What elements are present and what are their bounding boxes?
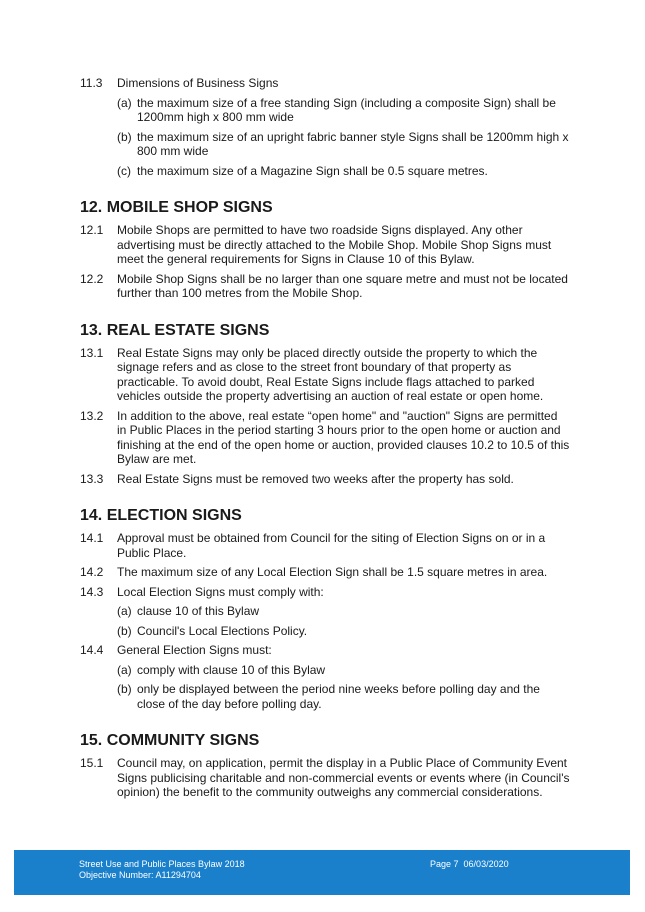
page-content [80, 76, 570, 805]
clause-number: 14.3 [80, 584, 104, 599]
clause-number: 13.3 [80, 471, 104, 486]
clause-text: The maximum size of any Local Election Sign shall be 1.5 square metres in area. [117, 565, 548, 579]
footer-title: Street Use and Public Places Bylaw 2018 [79, 859, 245, 869]
clause-text: Approval must be obtained from Council for the siting of Election Signs on or in a Public Place. [117, 531, 546, 560]
page-footer [14, 850, 630, 895]
subclause-label: (a) [117, 604, 132, 618]
footer-page-info [430, 859, 509, 870]
clause-13-1 [80, 346, 570, 404]
subclause-14-4-a [117, 663, 570, 678]
clause-text: In addition to the above, real estate “open home" and "auction" Signs are permitted in Public Places in the period starting 3 hours prior to the open home or auction and finishing at the end of the open home or auction, provided clauses 10.2 to 10.5 of this Bylaw are met. [117, 408, 570, 466]
clause-text: Real Estate Signs may only be placed directly outside the property to which the signage refers and as close to the street front boundary of that property as practicable. To avoid doubt, Real Estate Signs include flags attached to parked vehicles outside the property advertising an auction of real estate or open home. [117, 345, 544, 403]
clause-number: 14.4 [80, 643, 104, 657]
footer-page-number: Page 7 [430, 859, 459, 869]
clause-12-2 [80, 272, 570, 301]
clause-text: Dimensions of Business Signs [117, 76, 279, 90]
section-heading-community-signs: 15. COMMUNITY SIGNS [80, 732, 260, 749]
clause-number: 15.1 [80, 756, 104, 770]
subclause-label: (c) [117, 163, 131, 178]
clause-number: 11.3 [80, 76, 103, 90]
footer-date: 06/03/2020 [463, 859, 509, 869]
clause-text: Real Estate Signs must be removed two weeks after the property has sold. [117, 471, 514, 486]
subclause-14-4-b [117, 682, 570, 711]
clause-14-1 [80, 531, 570, 560]
subclause-14-3-a [117, 604, 570, 619]
subclause-label: (b) [117, 682, 132, 696]
clause-number: 14.1 [80, 531, 104, 545]
subclause-text: the maximum size of an upright fabric banner style Signs shall be 1200mm high x 800 mm wide [137, 129, 569, 158]
clause-text: Mobile Shops are permitted to have two roadside Signs displayed. Any other advertising must be directly attached to the Mobile Shop. Mobile Shop Signs must meet the general requirements for Signs in Clause 10 of this Bylaw. [117, 223, 552, 266]
section-heading-mobile-shop-signs: 12. MOBILE SHOP SIGNS [80, 199, 273, 216]
clause-number: 13.1 [80, 345, 104, 360]
clause-14-4 [80, 643, 570, 658]
clause-15-1 [80, 756, 570, 800]
subclause-label: (a) [117, 95, 132, 110]
clause-14-2 [80, 565, 570, 580]
clause-number: 12.1 [80, 223, 104, 237]
subclause-label: (a) [117, 662, 132, 677]
subclause-11-3-b [117, 130, 570, 159]
subclause-label: (b) [117, 129, 132, 144]
subclause-text: only be displayed between the period nine weeks before polling day and the close of the day before polling day. [137, 682, 540, 711]
subclause-text: comply with clause 10 of this Bylaw [137, 662, 326, 677]
footer-document-info [79, 859, 245, 881]
clause-text: Mobile Shop Signs shall be no larger than one square metre and must not be located further than 100 metres from the Mobile Shop. [117, 271, 568, 300]
subclause-11-3-c [117, 164, 570, 179]
clause-12-1 [80, 223, 570, 267]
clause-text: Council may, on application, permit the display in a Public Place of Community Event Signs publicising charitable and non-commercial events or events where (in Council's opinion) the benefit to the community outweighs any commercial considerations. [117, 756, 570, 799]
footer-objective-number: Objective Number: A11294704 [79, 870, 201, 880]
clause-number: 13.2 [80, 408, 104, 423]
clause-number: 14.2 [80, 565, 104, 579]
clause-11-3 [80, 76, 570, 91]
section-heading-real-estate-signs: 13. REAL ESTATE SIGNS [80, 321, 270, 339]
clause-text: General Election Signs must: [117, 643, 272, 657]
subclause-11-3-a [117, 96, 570, 125]
subclause-text: Council's Local Elections Policy. [137, 623, 308, 638]
subclause-text: clause 10 of this Bylaw [137, 604, 260, 618]
section-heading-election-signs: 14. ELECTION SIGNS [80, 507, 242, 524]
subclause-14-3-b [117, 624, 570, 639]
subclause-text: the maximum size of a free standing Sign (including a composite Sign) shall be 1200mm high x 800 mm wide [137, 95, 556, 124]
subclause-label: (b) [117, 623, 132, 638]
clause-text: Local Election Signs must comply with: [117, 584, 324, 599]
clause-number: 12.2 [80, 271, 104, 286]
clause-13-2 [80, 409, 570, 467]
clause-14-3 [80, 585, 570, 600]
subclause-text: the maximum size of a Magazine Sign shall be 0.5 square metres. [137, 163, 488, 178]
clause-13-3 [80, 472, 570, 487]
